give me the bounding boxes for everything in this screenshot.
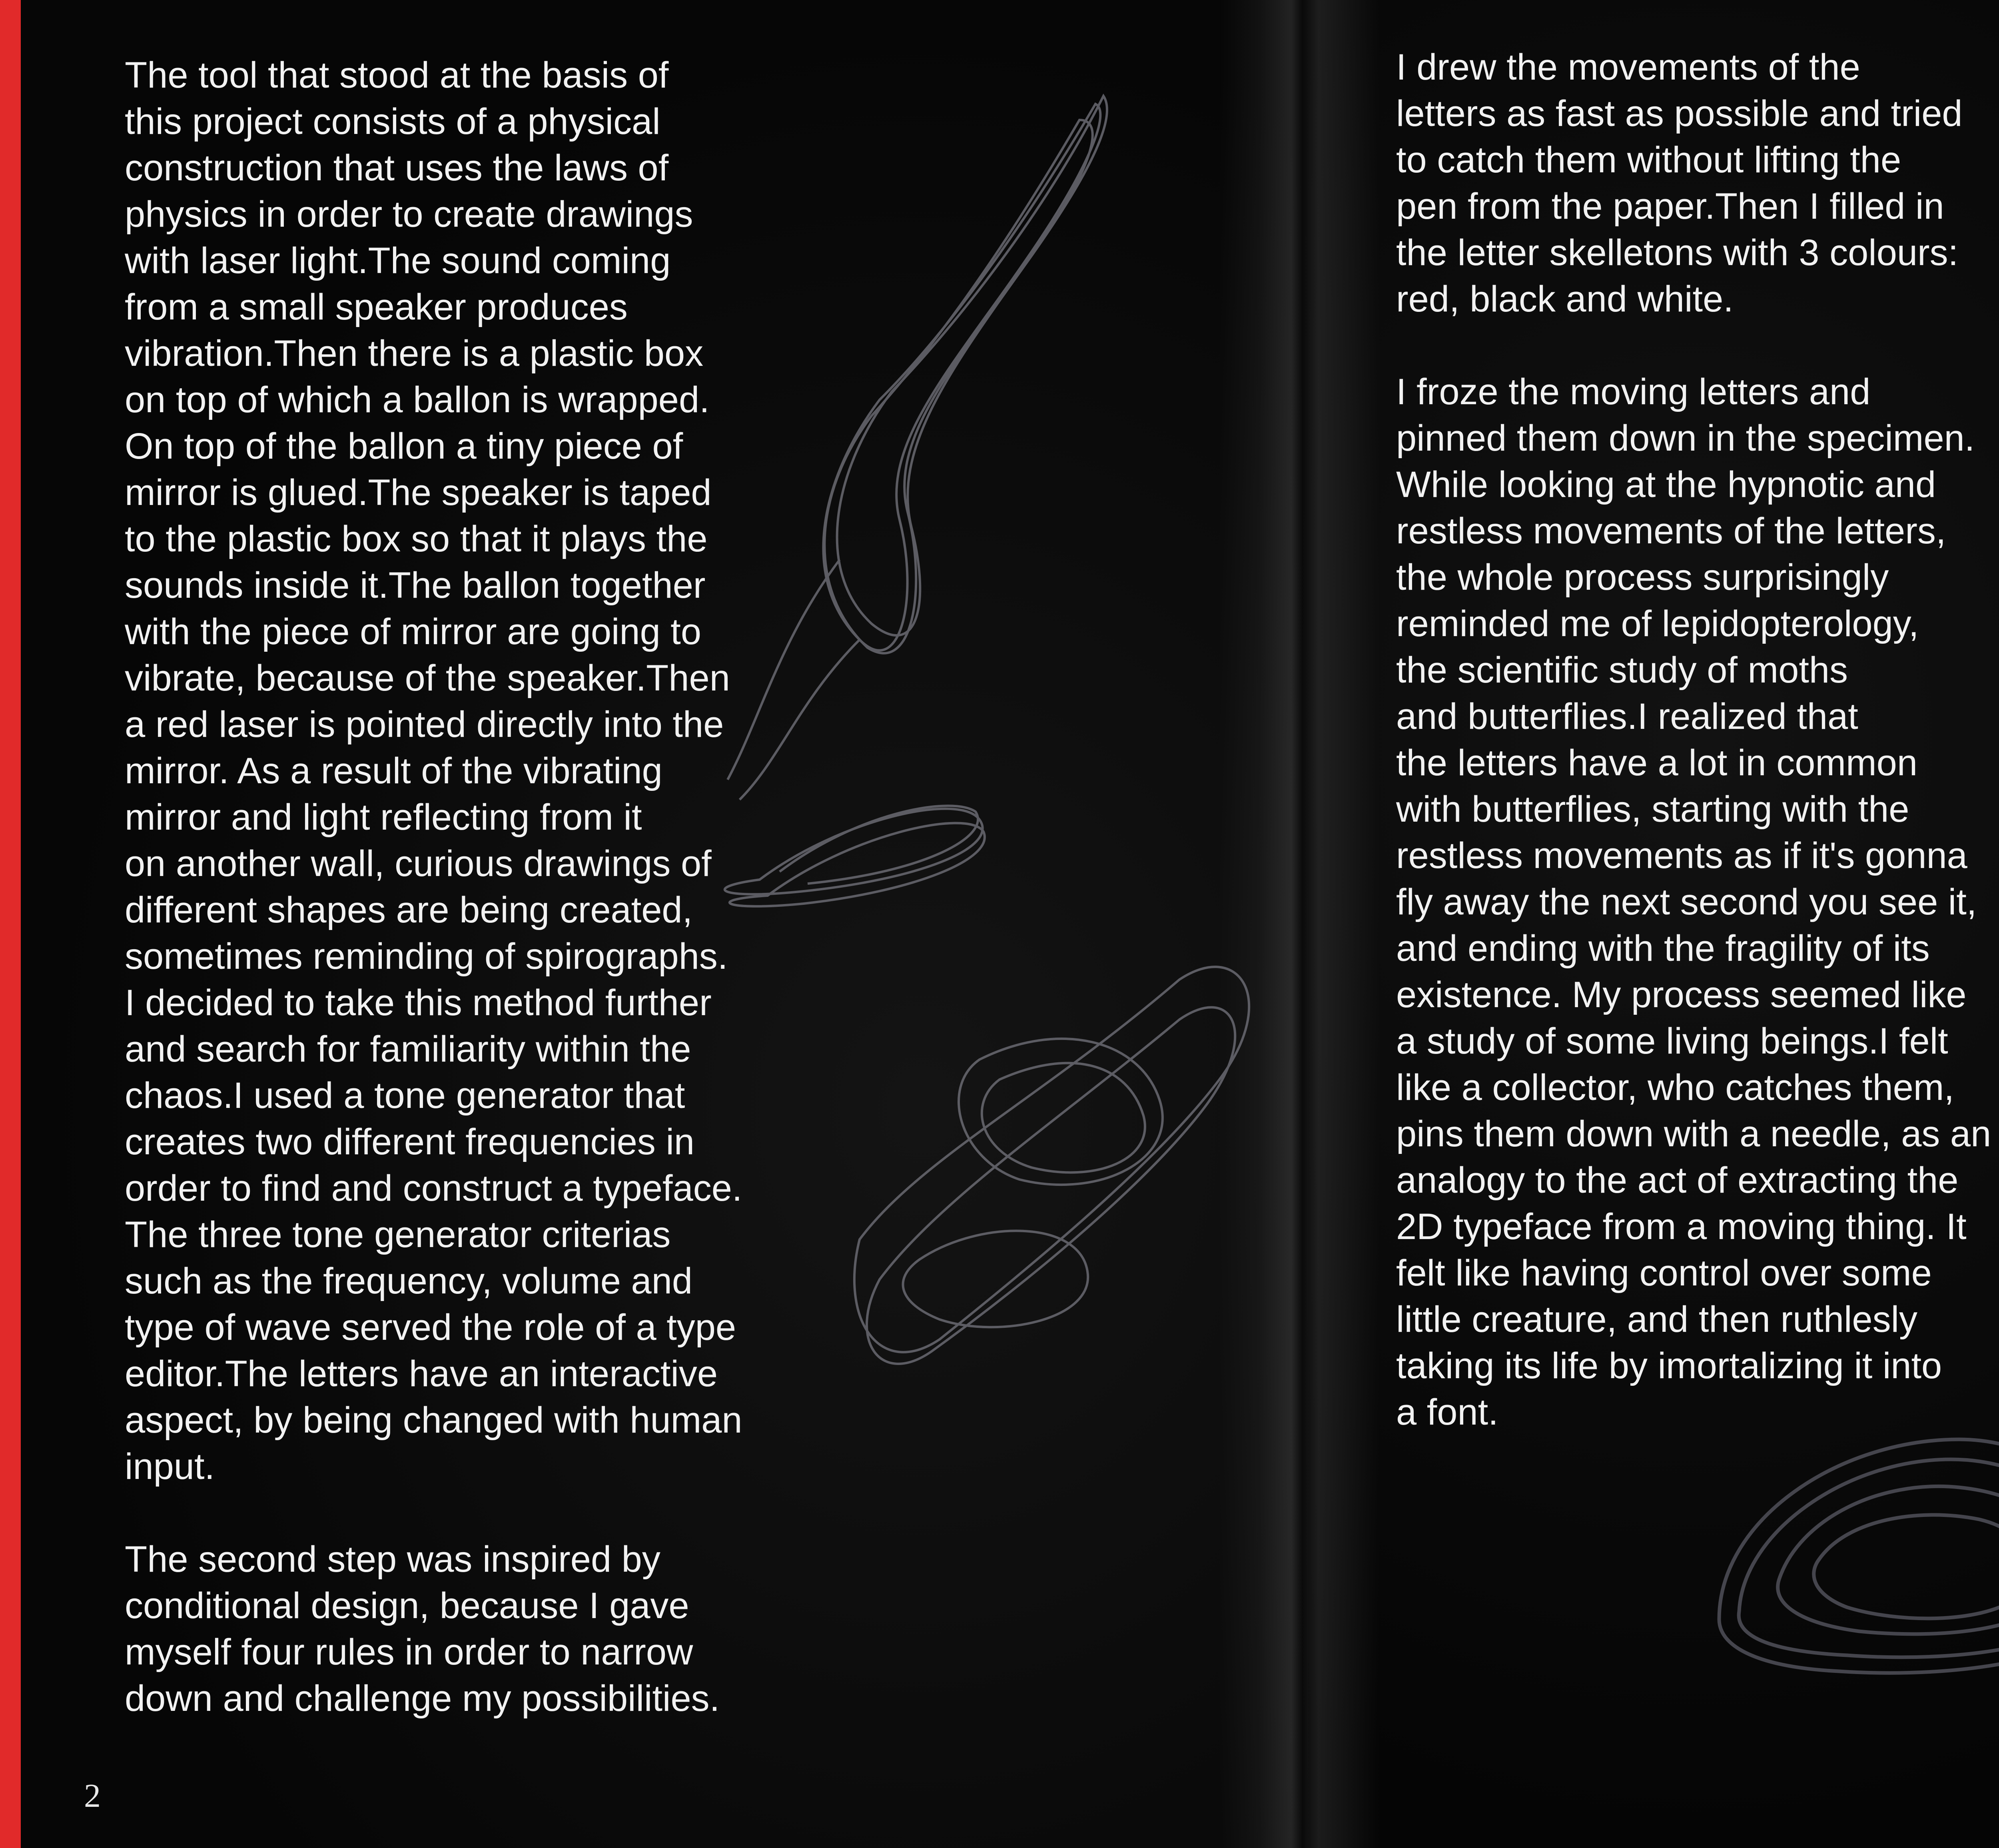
- left-page-text: [125, 52, 844, 1768]
- right-page-text: [1396, 44, 1999, 1482]
- right-paragraph-1: I drew the movements of the letters as fast as possible and tried to catch them without lifting the pen from the paper.Then I filled in the letter skelletons with 3 colours: red, black and white.: [1396, 47, 1963, 319]
- left-paragraph-1: The tool that stood at the basis of this project consists of a physical construction that uses the laws of physics in order to create drawings with laser light.The sound coming from a small speaker produces vibration.Then there is a plastic box on top of which a ballon is wrapped. On top of the ballon a tiny piece of mirror is glued.The speaker is taped to the plastic box so that it plays the sounds inside it.The ballon together with the piece of mirror are going to vibrate, because of the speaker.Then a red laser is pointed directly into the mirror. As a result of the vibrating mirror and light reflecting from it on another wall, curious drawings of different shapes are being created, sometimes reminding of spirographs. I decided to take this method further and search for familiarity within the chaos.I used a tone generator that creates two different frequencies in order to find and construct a typeface. The three tone generator criterias such as the frequency, volume and type of wave served the role of a type editor.The letters have an interactive aspect, by being changed with human input.: [125, 55, 742, 1487]
- page-number-left: 2: [84, 1777, 101, 1814]
- book-gutter: [1219, 0, 1379, 1848]
- right-paragraph-2: I froze the moving letters and pinned them down in the specimen. While looking at the hypnotic and restless movements of the letters, the whole process surprisingly reminded me of lepidopterology, the scientific study of moths and butterflies.I realized that the letters have a lot in common with butterflies, starting with the restless movements as if it's gonna fly away the next second you see it, and ending with the fragility of its existence. My process seemed like a study of some living beings.I felt like a collector, who catches them, pins them down with a needle, as an analogy to the act of extracting the 2D typeface from a moving thing. It felt like having control over some little creature, and then ruthlesly taking its life by imortalizing it into a font.: [1396, 371, 1991, 1433]
- red-cover-edge-left: [0, 0, 21, 1848]
- left-paragraph-2: The second step was inspired by conditional design, because I gave myself four rules in order to narrow down and challenge my possibilities.: [125, 1539, 720, 1719]
